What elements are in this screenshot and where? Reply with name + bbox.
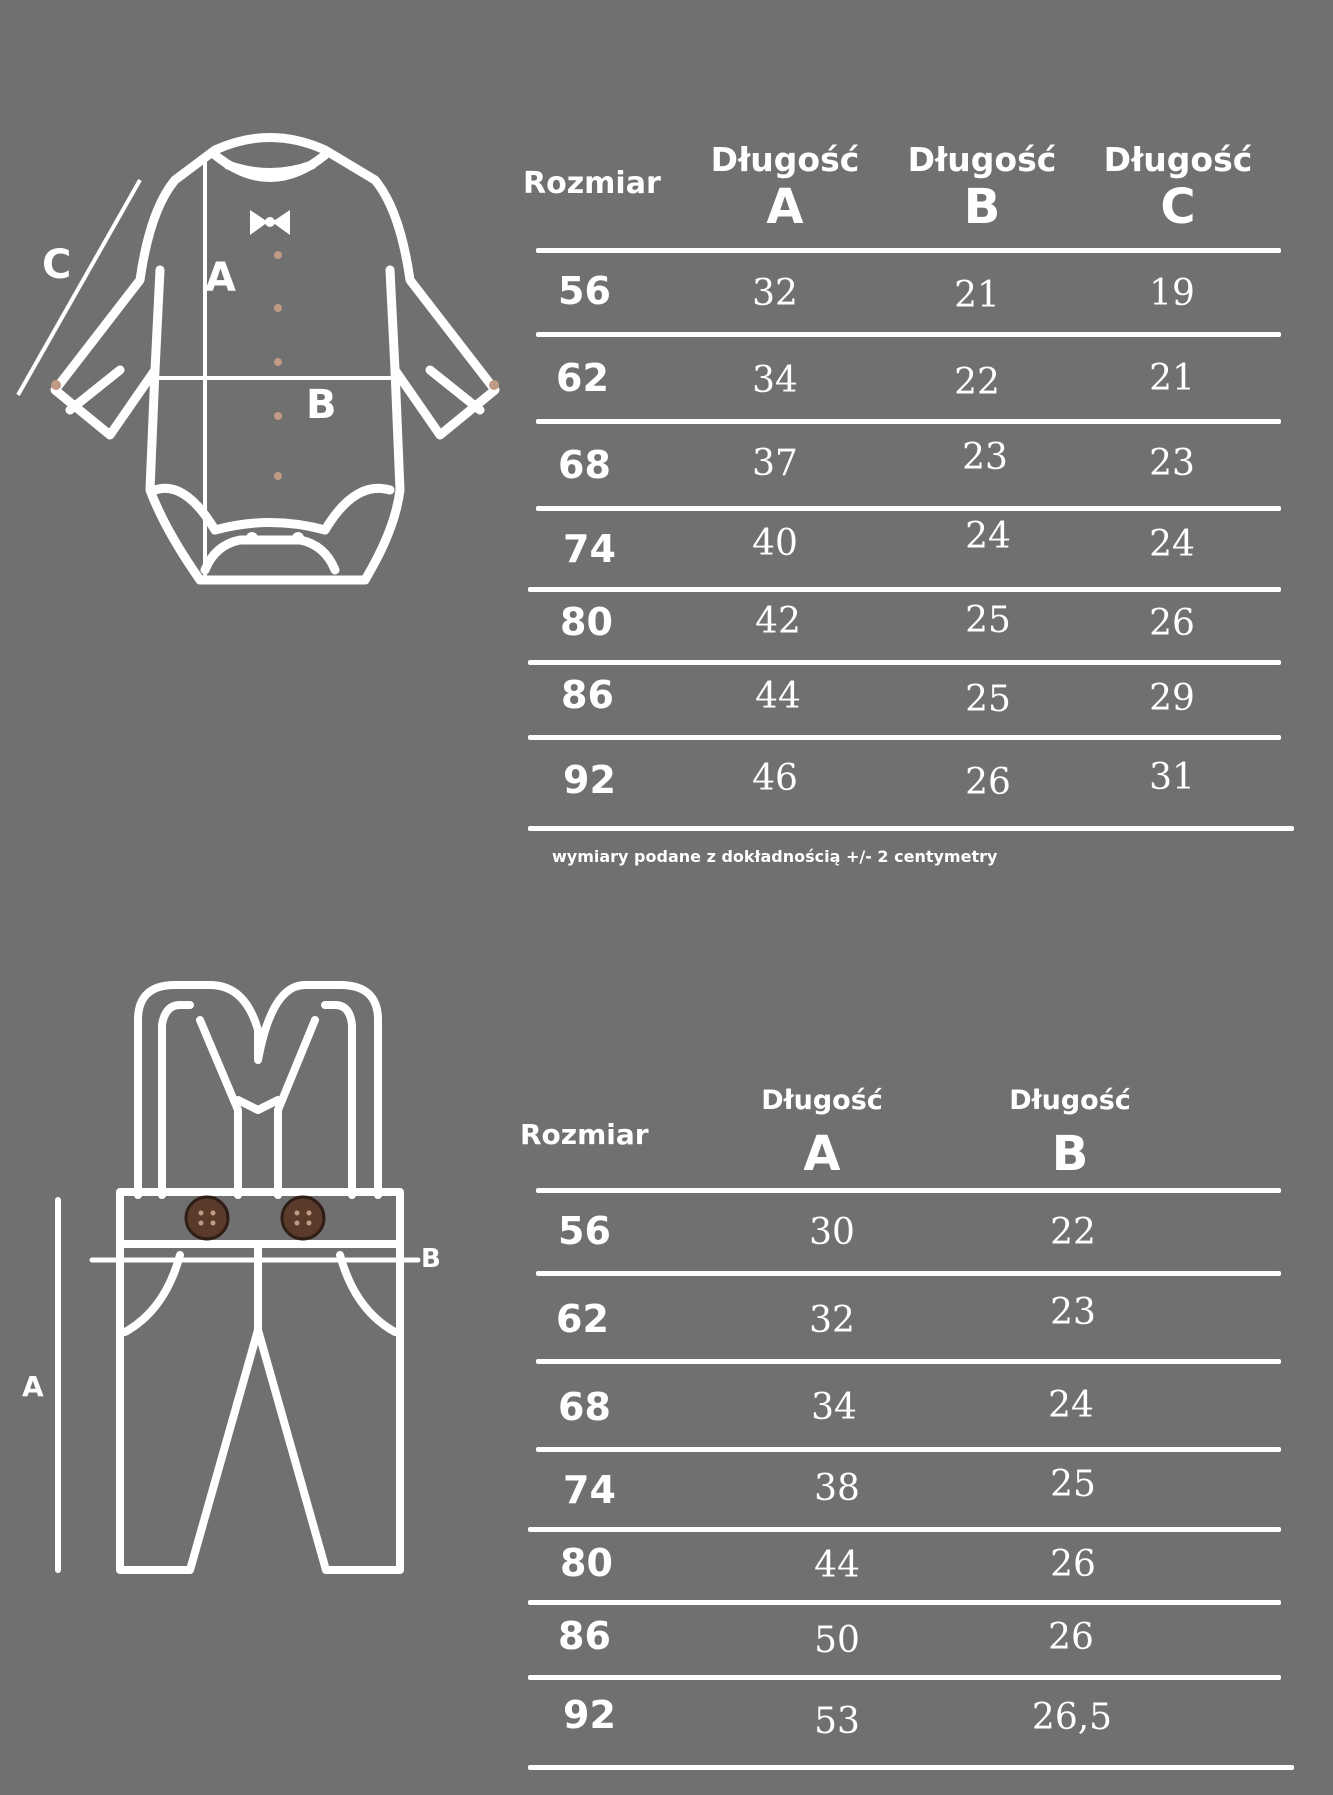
size-cell: 62 [556, 356, 609, 400]
size-cell: 68 [558, 1385, 611, 1429]
column-header-word: Długość [710, 140, 860, 179]
value-cell-c: 24 [1149, 524, 1195, 565]
size-cell: 62 [556, 1297, 609, 1341]
value-cell-a: 37 [752, 443, 798, 484]
column-header-word: Długość [1103, 140, 1253, 179]
size-column-header: Rozmiar [520, 1118, 649, 1151]
value-cell-c: 23 [1149, 443, 1195, 484]
size-cell: 56 [558, 269, 611, 313]
size-cell: 80 [560, 1541, 613, 1585]
size-cell: 86 [558, 1614, 611, 1658]
value-cell-c: 31 [1149, 757, 1195, 798]
size-cell: 56 [558, 1209, 611, 1253]
value-cell-a: 53 [814, 1701, 860, 1742]
value-cell-b: 26,5 [1031, 1697, 1113, 1738]
size-cell: 80 [560, 600, 613, 644]
pants-label-a: A [22, 1370, 44, 1403]
value-cell-a: 42 [755, 601, 801, 642]
value-cell-b: 24 [1048, 1385, 1094, 1426]
value-cell-b: 26 [1048, 1617, 1094, 1658]
size-cell: 74 [563, 1468, 616, 1512]
value-cell-a: 30 [809, 1212, 855, 1253]
column-header-letter: B [963, 179, 1001, 235]
value-cell-b: 25 [965, 679, 1011, 720]
bodysuit-label-a: A [205, 255, 236, 301]
column-header-a [752, 1082, 892, 1188]
value-cell-a: 50 [814, 1620, 860, 1661]
column-header-word: Długość [1009, 1085, 1131, 1116]
value-cell-b: 25 [965, 600, 1011, 641]
column-header-letter: B [1051, 1126, 1089, 1182]
value-cell-b: 24 [965, 516, 1011, 557]
table-divider [528, 1675, 1281, 1680]
value-cell-c: 21 [1149, 358, 1195, 399]
table-divider [536, 1447, 1281, 1452]
value-cell-c: 19 [1149, 273, 1195, 314]
column-header-word: Długość [761, 1085, 883, 1116]
table-divider [536, 1359, 1281, 1364]
value-cell-c: 29 [1149, 678, 1195, 719]
value-cell-b: 26 [1050, 1544, 1096, 1585]
size-cell: 68 [558, 443, 611, 487]
value-cell-a: 34 [752, 360, 798, 401]
value-cell-b: 22 [1050, 1212, 1096, 1253]
size-column-header: Rozmiar [523, 166, 661, 201]
value-cell-b: 26 [965, 762, 1011, 803]
value-cell-a: 44 [755, 676, 801, 717]
column-header-letter: C [1160, 179, 1196, 235]
value-cell-b: 23 [1050, 1292, 1096, 1333]
column-header-letter: A [803, 1126, 841, 1182]
value-cell-b: 21 [954, 275, 1000, 316]
size-cell: 86 [561, 673, 614, 717]
table-divider [536, 1271, 1281, 1276]
size-cell: 74 [563, 527, 616, 571]
value-cell-c: 26 [1149, 603, 1195, 644]
bodysuit-label-c: C [42, 242, 72, 288]
size-cell: 92 [563, 758, 616, 802]
size-cell: 92 [563, 1693, 616, 1737]
value-cell-a: 34 [811, 1387, 857, 1428]
column-header-word: Długość [907, 140, 1057, 179]
table-divider [528, 1600, 1281, 1605]
table-divider [528, 1765, 1294, 1770]
table-divider [536, 1188, 1281, 1193]
value-cell-a: 44 [814, 1545, 860, 1586]
value-cell-b: 25 [1050, 1464, 1096, 1505]
bodysuit-label-b: B [306, 382, 337, 428]
tolerance-note: wymiary podane z dokładnością +/- 2 centymetry [552, 847, 998, 866]
value-cell-a: 32 [809, 1300, 855, 1341]
value-cell-a: 46 [752, 758, 798, 799]
value-cell-a: 32 [752, 273, 798, 314]
column-header-b [1000, 1082, 1140, 1188]
pants-label-b: B [421, 1244, 441, 1274]
value-cell-a: 38 [814, 1468, 860, 1509]
value-cell-a: 40 [752, 523, 798, 564]
value-cell-b: 22 [954, 362, 1000, 403]
value-cell-b: 23 [962, 437, 1008, 478]
table-divider [528, 1527, 1281, 1532]
column-header-letter: A [766, 179, 804, 235]
